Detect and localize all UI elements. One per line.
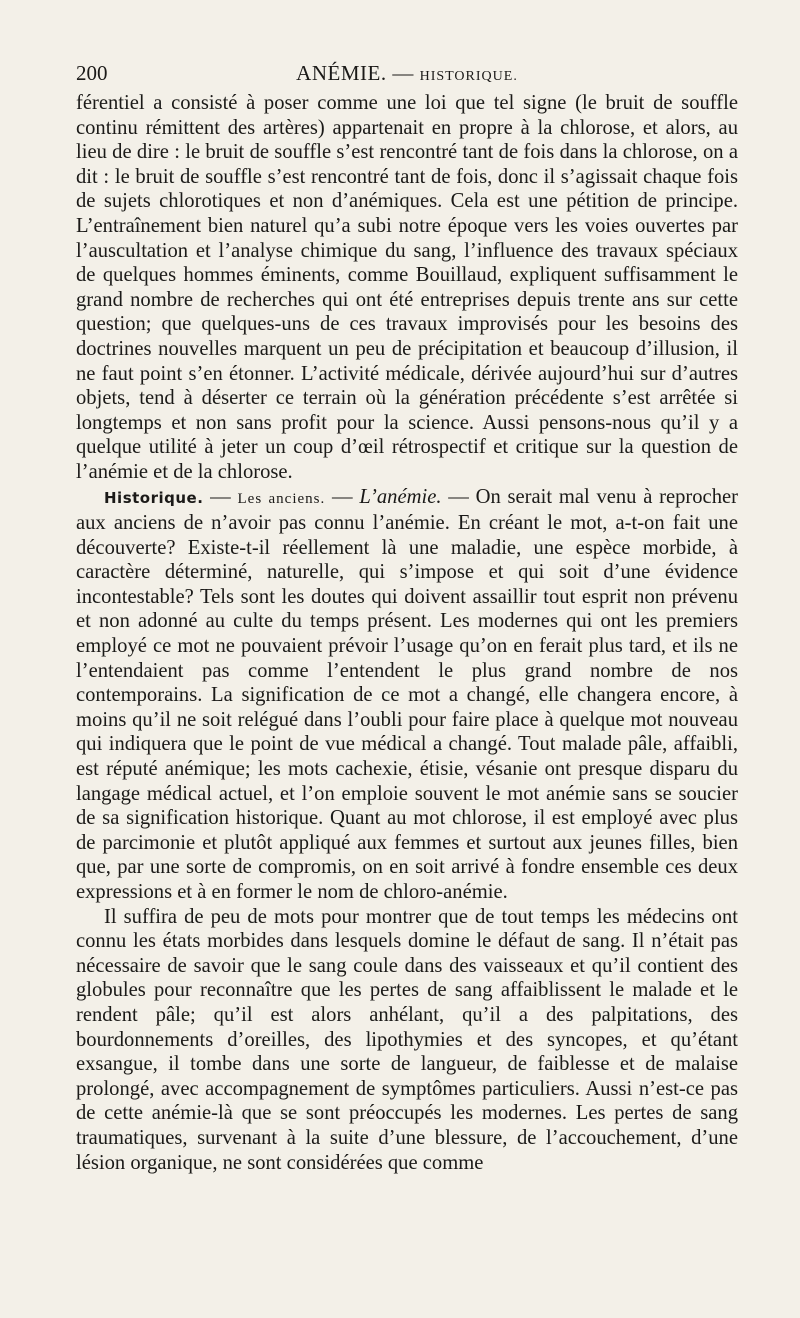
body-text [76,91,738,1175]
section-separator: — [325,485,360,508]
section-separator: — [441,485,476,508]
paragraph-continued: férentiel a consisté à poser comme une loi que tel signe (le bruit de souffle continu rémittent des artères) appartenait en propre à la chlorose, et alors, au lieu de dire : le bruit de souffle s’est rencontré tant de fois dans la chlorose, on a dit : le bruit de souffle s’est rencontré tant de fois, donc il s’agissait chaque fois de sujets chlorotiques et non d’anémiques. Cela est une pétition de principe. L’entraînement bien naturel qu’a subi notre époque vers les voies ouvertes par l’auscultation et l’analyse chimique du sang, l’influence des travaux spéciaux de quelques hommes éminents, comme Bouillaud, expliquent suffisamment le grand nombre de recherches qui ont été entreprises depuis trente ans sur cette question; que quelques-uns de ces travaux improvisés pour les besoins des doctrines nouvelles marquent un peu de précipitation et beaucoup d’illusion, il ne faut point s’en étonner. L’activité médicale, dérivée aujourd’hui sur d’autres objets, tend à déserter ce terrain où la génération précédente s’est arrêtée si longtemps et non sans profit pour la science. Aussi pensons-nous qu’il y a quelque utilité à jeter un coup d’œil rétrospectif et critique sur la question de l’anémie et de la chlorose. [76,92,738,483]
paragraph-historique [76,485,738,905]
paragraph-text: On serait mal venu à reprocher aux anciens de n’avoir pas connu l’anémie. En créant le mot, a-t-on fait une découverte? Existe-t-il réellement là une maladie, une espèce morbide, à caractère déterminé, naturelle, qui s’impose et qui soit d’une évidence incontestable? Tels sont les doutes qui doivent assaillir tout esprit non prévenu et non adonné au culte du temps présent. Les modernes qui ont les premiers employé ce mot ne pouvaient prévoir l’usage qu’on en ferait plus tard, et ils ne l’entendaient pas comme l’entendent le plus grand nombre de nos contemporains. La signification de ce mot a changé, elle changera encore, à moins qu’il ne soit relégué dans l’oubli pour faire place à quelque mot nouveau qui indiquera que le point de vue médical a changé. Tout malade pâle, affaibli, est réputé anémique; les mots cachexie, étisie, vésanie ont presque disparu du langage médical actuel, et l’on emploie souvent le mot anémie sans se soucier de sa signification historique. Quant au mot chlorose, il est employé avec plus de parcimonie et plutôt appliqué aux femmes et surtout aux jeunes filles, bien que, par une sorte de compromis, on en soit arrivé à fondre ensemble ces deux expressions et à en former le nom de chloro-anémie. [76,485,738,903]
section-separator: — [203,485,238,508]
section-heading: Historique. [104,488,204,507]
running-title-sub: HISTORIQUE. [419,69,518,84]
subsection-label: Les anciens. [237,490,326,507]
subsection-topic: L’anémie. [359,485,442,508]
running-title-main: ANÉMIE. — [296,61,414,85]
running-head [76,58,738,88]
page-number: 200 [76,61,108,85]
running-title [76,58,738,92]
paragraph-perte-de-sang: Il suffira de peu de mots pour montrer que de tout temps les médecins ont connu les états morbides dans lesquels domine le défaut de sang. Il n’était pas nécessaire de savoir que le sang coule dans des vaisseaux et qu’il contient des globules pour reconnaître que les pertes de sang affaiblissent le malade et le rendent pâle; qu’il est alors anhélant, qu’il a des palpitations, des bourdonnements d’oreilles, des lipothymies et des syncopes, et qu’étant exsangue, il tombe dans une sorte de langueur, de faiblesse et de malaise prolongé, avec accompagnement de symptômes particuliers. Aussi n’est-ce pas de cette anémie-là que se sont préoccupés les modernes. Les pertes de sang traumatiques, survenant à la suite d’une blessure, de l’accouchement, d’une lésion organique, ne sont considérées que comme [76,905,738,1174]
